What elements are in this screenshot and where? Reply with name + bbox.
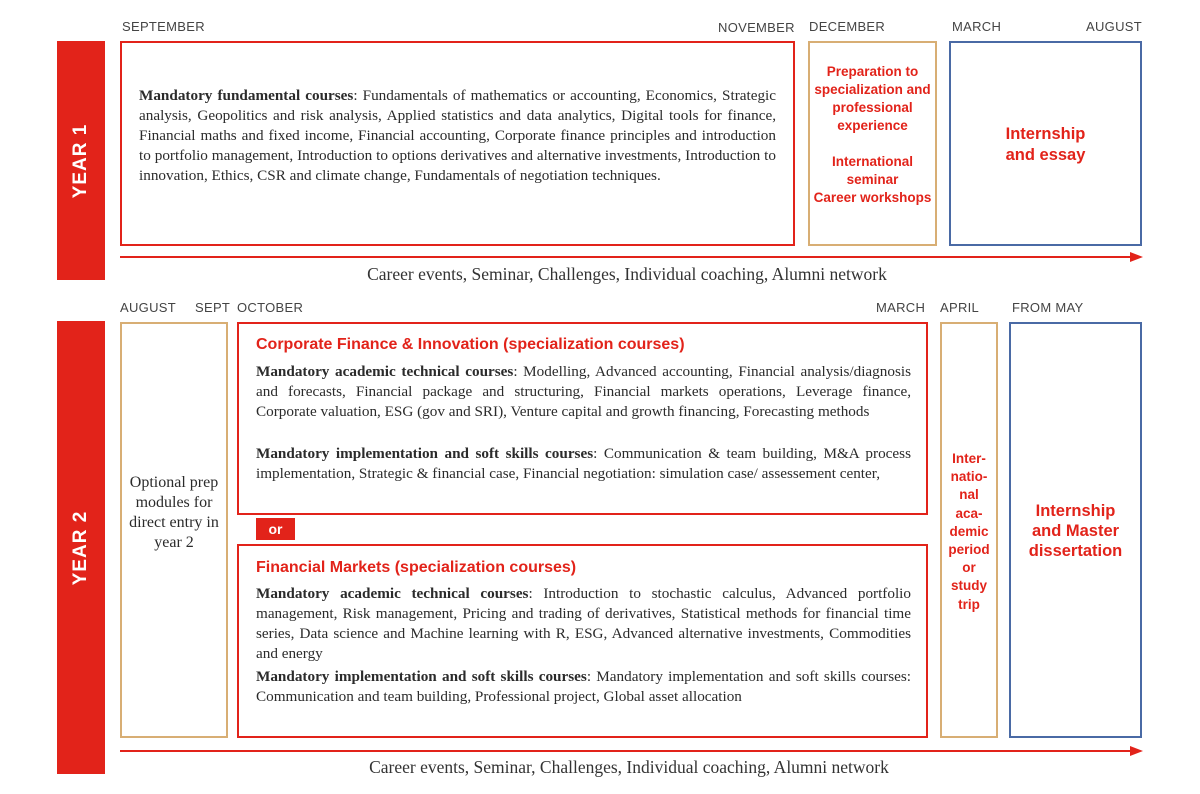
month-y2-august: AUGUST <box>120 300 176 315</box>
month-y2-march: MARCH <box>876 300 926 315</box>
fm-academic-heading: Mandatory academic technical courses <box>256 585 529 602</box>
year2-label: YEAR 2 <box>70 510 91 585</box>
or-badge: or <box>256 518 295 540</box>
fm-box <box>237 544 928 738</box>
cfi-title: Corporate Finance & Innovation (specialization courses) <box>256 336 685 353</box>
year1-label: YEAR 1 <box>70 123 91 198</box>
year1-events: Career events, Seminar, Challenges, Individual coaching, Alumni network <box>367 264 887 284</box>
year1-bar <box>57 41 105 280</box>
year1-preparation-box <box>808 41 937 246</box>
cfi-academic <box>256 362 911 422</box>
year2-events: Career events, Seminar, Challenges, Individual coaching, Alumni network <box>369 757 889 777</box>
year2-internship-box <box>1009 322 1142 738</box>
cfi-box <box>237 322 928 515</box>
year1-timeline-arrow <box>120 250 1145 264</box>
cfi-soft-heading: Mandatory implementation and soft skills courses <box>256 445 594 462</box>
preparation-line1: Preparation to specialization and professional experience <box>814 64 931 133</box>
fm-academic <box>256 584 911 664</box>
year1-internship-box <box>949 41 1142 246</box>
month-december: DECEMBER <box>809 19 886 34</box>
international-text: Inter- natio- nal aca- demic period or study trip <box>948 451 990 612</box>
month-y2-from-may: FROM MAY <box>1012 300 1084 315</box>
cfi-academic-heading: Mandatory academic technical courses <box>256 363 514 380</box>
fm-title: Financial Markets (specialization courses) <box>256 559 577 576</box>
month-august: AUGUST <box>1086 19 1142 34</box>
year1-internship-text: Internship and essay <box>1005 125 1086 164</box>
fundamentals-body: : Fundamentals of mathematics or accounting, Economics, Strategic analysis, Geopolitics and risk analysis, Applied statistics and data analytics, Digital tools for finance, Financial maths and fixed income, Financial accounting, Corporate finance principles and introduction to portfolio management, Introduction to options derivatives and alternative investments, Introduction to innovation, Ethics, CSR and climate change, Fundamentals of negotiation techniques. <box>139 87 777 184</box>
month-march: MARCH <box>952 19 1002 34</box>
year2-international-box <box>940 322 998 738</box>
month-y2-sept: SEPT <box>195 300 231 315</box>
fm-soft <box>256 667 911 707</box>
month-november: NOVEMBER <box>718 20 795 35</box>
optional-text: Optional prep modules for direct entry in year 2 <box>129 474 219 551</box>
year2-internship-text: Internship and Master dissertation <box>1028 502 1123 560</box>
year1-fundamentals-text <box>139 86 776 186</box>
cfi-soft <box>256 444 911 484</box>
preparation-text <box>812 63 933 207</box>
month-y2-october: OCTOBER <box>237 300 304 315</box>
cfi-soft-body: : Communication & team building, M&A process implementation, Strategic & financial case, Financial negotiation: simulation case/ assessement center, <box>256 445 911 482</box>
year1-fundamentals-box <box>120 41 795 246</box>
preparation-line2: International seminar <box>831 154 913 187</box>
cfi-academic-body: : Modelling, Advanced accounting, Financial analysis/diagnosis and forecasts, Financial package and structuring, Financial markets operations, Leverage finance, Corporate valuation, ESG (gov and SRI), Venture capital and growth financing, Forecasting methods <box>256 363 911 420</box>
fundamentals-heading: Mandatory fundamental courses <box>139 87 354 104</box>
month-y2-april: APRIL <box>940 300 980 315</box>
year2-timeline-arrow <box>120 744 1145 758</box>
fm-academic-body: : Introduction to stochastic calculus, Advanced portfolio management, Risk management, Pricing and trading of derivatives, Statistical methods for financial time series, Data science and Machine learning with R, ESG, Advanced alternative investments, Commodities and energy <box>256 585 911 662</box>
year2-bar <box>57 321 105 774</box>
year2-optional-box <box>120 322 228 738</box>
preparation-line3: Career workshops <box>813 190 932 205</box>
month-september: SEPTEMBER <box>122 19 205 34</box>
fm-soft-body: : Mandatory implementation and soft skills courses: Communication and team building, Professional project, Global asset allocation <box>256 668 911 705</box>
fm-soft-heading: Mandatory implementation and soft skills courses <box>256 668 587 685</box>
